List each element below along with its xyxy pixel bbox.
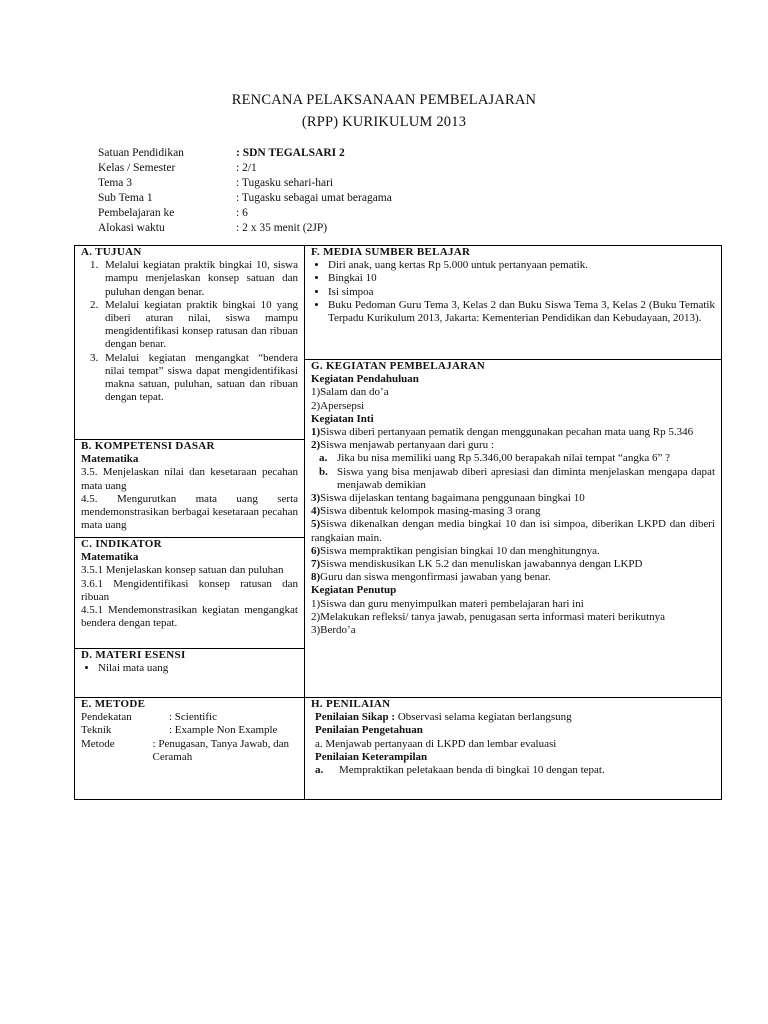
identity-label: Sub Tema 1: [98, 192, 153, 204]
identity-row: [98, 206, 392, 221]
section-heading: F. MEDIA SUMBER BELAJAR: [311, 246, 471, 258]
penilaian-pengetahuan-label: Penilaian Pengetahuan: [315, 724, 423, 737]
penilaian-sikap: Penilaian Sikap : Observasi selama kegiatan berlangsung: [315, 711, 572, 724]
list-item: 2. Melalui kegiatan praktik bingkai 10 yang diberi aturan nilai, siswa mampu mengidentifikasi konsep ratusan dan ribuan dengan benar.: [101, 299, 298, 352]
subject-label: Matematika: [81, 453, 139, 466]
list-item: a. Menjawab pertanyaan di LKPD dan lembar evaluasi: [315, 737, 557, 750]
section-metode: [74, 697, 305, 800]
identity-block: [98, 146, 392, 236]
section-materi-esensi: [74, 648, 305, 698]
list-item: 7)Siswa mendiskusikan LK 5.2 dan menuliskan jawabannya dengan LKPD: [311, 558, 643, 571]
metode-row: Teknik : Example Non Example: [81, 724, 278, 737]
identity-value: : 2/1: [236, 162, 257, 174]
list-item: 4.5.1 Mendemonstrasikan kegiatan mengangkat bendera dengan tepat.: [81, 604, 298, 630]
list-item: • Nilai mata uang: [98, 662, 298, 675]
list-item: b. Siswa yang bisa menjawab diberi apresiasi dan diminta menjelaskan mengapa dapat menjawab demikian: [319, 465, 715, 491]
identity-row: [98, 146, 392, 161]
identity-value: : SDN TEGALSARI 2: [236, 147, 345, 159]
subject-label: Matematika: [81, 551, 139, 564]
subsection-title: Kegiatan Pendahuluan: [311, 373, 419, 386]
section-heading: E. METODE: [81, 698, 146, 710]
identity-row: [98, 221, 392, 236]
list-item: 3. Melalui kegiatan mengangkat “bendera nilai tempat” siswa dapat mengidentifikasi makna satuan, puluhan, satuan dan ribuan dengan tepat.: [101, 352, 298, 405]
identity-label: Alokasi waktu: [98, 222, 165, 234]
list-item: 3.5. Menjelaskan nilai dan kesetaraan pecahan mata uang: [81, 466, 299, 492]
list-item: • Diri anak, uang kertas Rp 5.000 untuk pertanyaan pematik.: [328, 259, 715, 272]
section-heading: H. PENILAIAN: [311, 698, 391, 710]
section-heading: G. KEGIATAN PEMBELAJARAN: [311, 360, 485, 372]
subsection-title: Kegiatan Inti: [311, 412, 374, 425]
list-item: a. Mempraktikan peletakaan benda di bingkai 10 dengan tepat.: [315, 764, 605, 777]
document-title: RENCANA PELAKSANAAN PEMBELAJARAN: [231, 92, 537, 108]
list-item: • Isi simpoa: [328, 286, 715, 299]
metode-row: Metode : Penugasan, Tanya Jawab, dan Ceramah: [81, 737, 290, 763]
section-indikator: [74, 537, 305, 649]
list-item: 1)Siswa dan guru menyimpulkan materi pembelajaran hari ini: [311, 597, 584, 610]
list-item: 3.5.1 Menjelaskan konsep satuan dan puluhan: [81, 564, 284, 577]
list-item: 3.6.1 Mengidentifikasi konsep ratusan dan ribuan: [81, 577, 299, 603]
identity-value: : 6: [236, 207, 248, 219]
identity-row: [98, 191, 392, 206]
identity-row: [98, 161, 392, 176]
list-item: • Bingkai 10: [328, 272, 715, 285]
document-subtitle: (RPP) KURIKULUM 2013: [301, 114, 467, 130]
metode-row: Pendekatan : Scientific: [81, 711, 217, 724]
section-heading: C. INDIKATOR: [81, 538, 162, 550]
list-item: 3)Siswa dijelaskan tentang bagaimana penggunaan bingkai 10: [311, 492, 585, 505]
list-item: 6)Siswa mempraktikan pengisian bingkai 10 dan menghitungnya.: [311, 544, 600, 557]
identity-value: : Tugasku sebagai umat beragama: [236, 192, 392, 204]
list-item: a. Jika bu nisa memiliki uang Rp 5.346,00 berapakah nilai tempat “angka 6” ?: [319, 452, 670, 465]
identity-row: [98, 176, 392, 191]
section-heading: D. MATERI ESENSI: [81, 649, 186, 661]
list-item: • Buku Pedoman Guru Tema 3, Kelas 2 dan Buku Siswa Tema 3, Kelas 2 (Buku Tematik Terpadu Kurikulum 2013, Jakarta: Kementerian Pendidikan dan Kebudayaan, 2013).: [328, 299, 715, 325]
list-item: 5)Siswa dikenalkan dengan media bingkai 10 dan isi simpoa, diberikan LKPD dan diberi rangkaian main.: [311, 518, 715, 544]
list-item: 2)Apersepsi: [311, 399, 365, 412]
list-item: 8)Guru dan siswa mengonfirmasi jawaban yang benar.: [311, 571, 551, 584]
list-item: 4.5. Mengurutkan mata uang serta mendemonstrasikan berbagai kesetaraan pecahan mata uang: [81, 492, 299, 532]
penilaian-keterampilan-label: Penilaian Keterampilan: [315, 750, 428, 763]
identity-label: Kelas / Semester: [98, 162, 176, 174]
section-penilaian: [304, 697, 722, 800]
section-tujuan: [74, 245, 305, 440]
list-item: 2)Melakukan refleksi/ tanya jawab, penugasan serta informasi materi berikutnya: [311, 610, 666, 623]
list-item: 1. Melalui kegiatan praktik bingkai 10, siswa mampu menjelaskan konsep satuan dan puluhan dengan benar.: [101, 259, 298, 299]
identity-value: : 2 x 35 menit (2JP): [236, 222, 328, 234]
list-item: 2)Siswa menjawab pertanyaan dari guru :: [311, 439, 494, 452]
list-item: 1)Salam dan do’a: [311, 386, 389, 399]
section-heading: B. KOMPETENSI DASAR: [81, 440, 215, 452]
section-heading: A. TUJUAN: [81, 246, 142, 258]
identity-label: Tema 3: [98, 177, 133, 189]
identity-value: : Tugasku sehari-hari: [236, 177, 334, 189]
section-media: [304, 245, 722, 360]
identity-label: Pembelajaran ke: [98, 207, 175, 219]
list-item: 3)Berdo’a: [311, 624, 356, 637]
subsection-title: Kegiatan Penutup: [311, 584, 397, 597]
identity-label: Satuan Pendidikan: [98, 147, 184, 159]
list-item: 1)Siswa diberi pertanyaan pematik dengan menggunakan pecahan mata uang Rp 5.346: [311, 426, 694, 439]
section-kegiatan: [304, 359, 722, 698]
section-kompetensi-dasar: [74, 439, 305, 538]
list-item: 4)Siswa dibentuk kelompok masing-masing 3 orang: [311, 505, 541, 518]
